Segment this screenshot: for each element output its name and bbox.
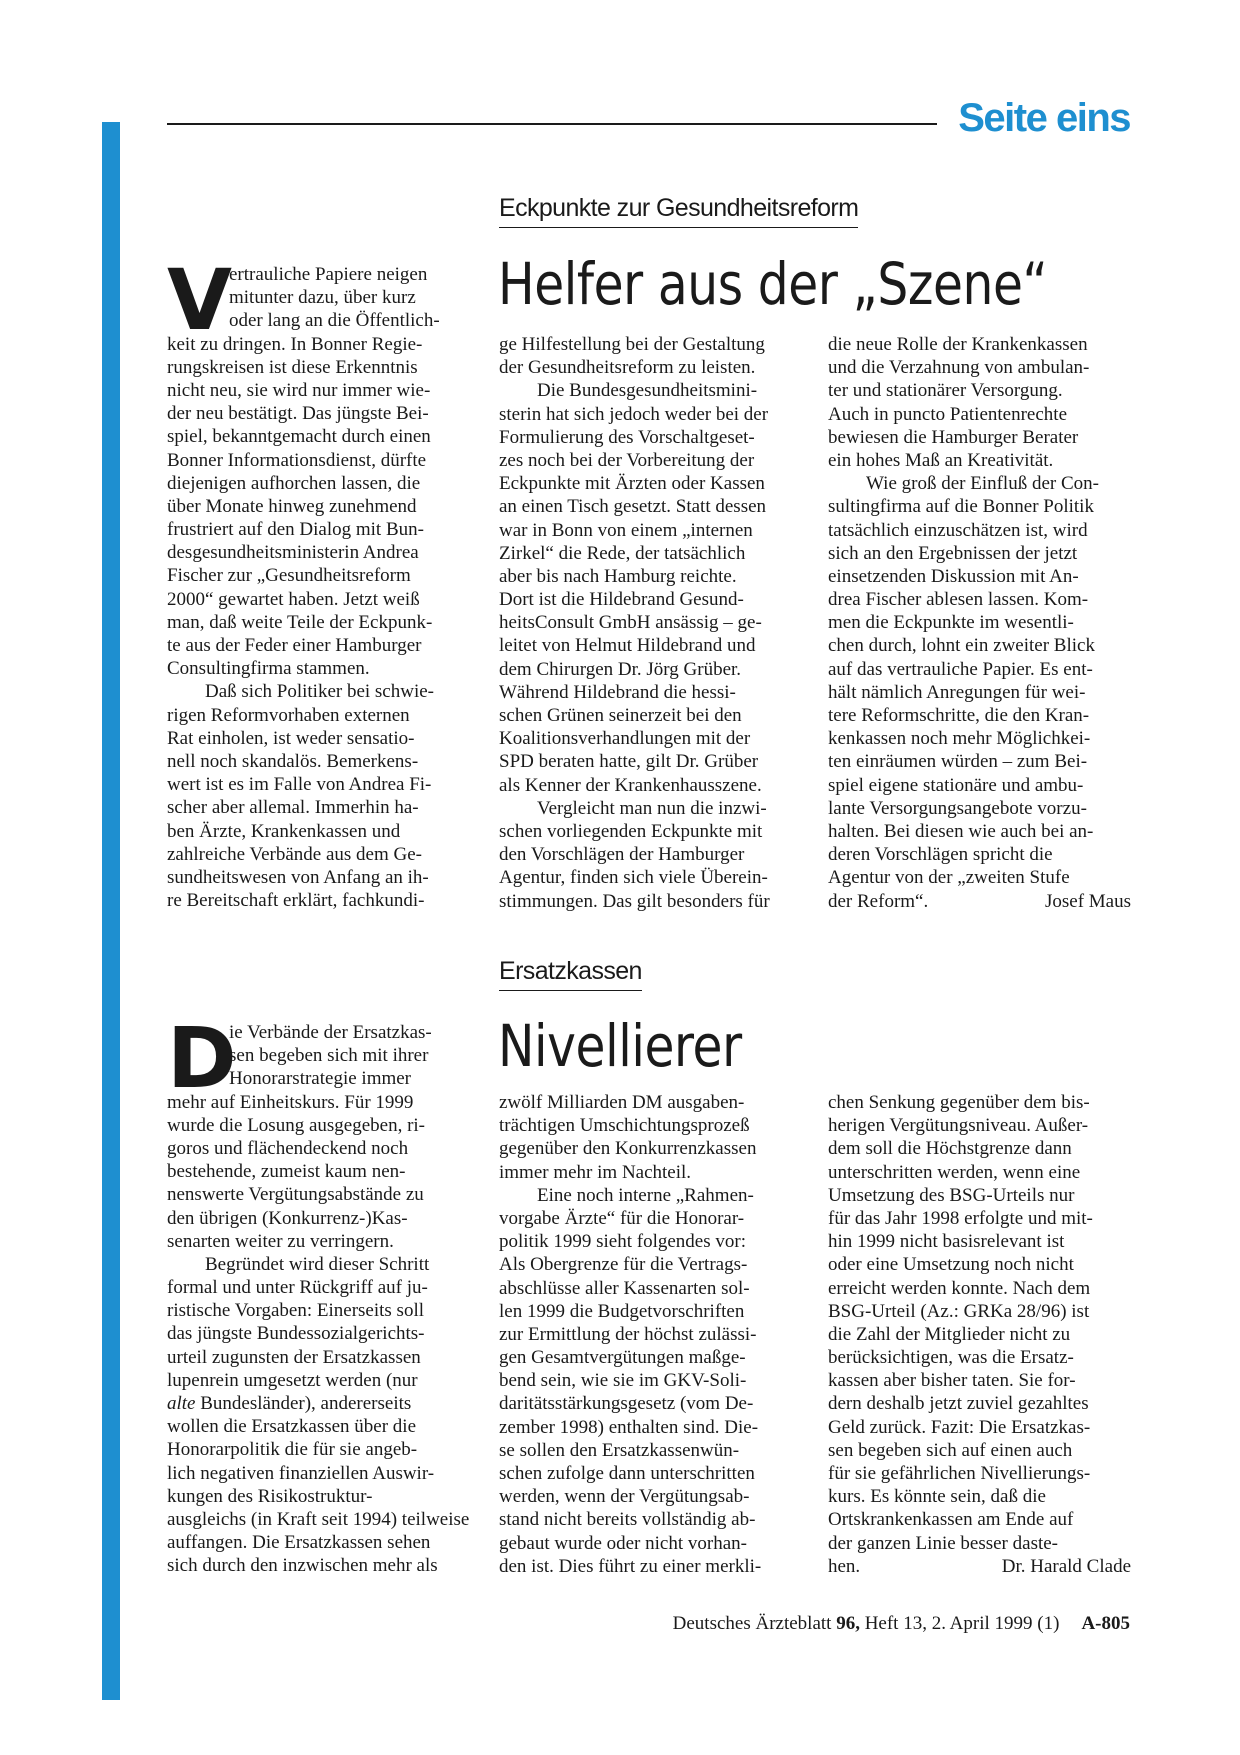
text-line: kurs. Es könnte sein, daß die (828, 1486, 1046, 1508)
text-line: daritätsstärkungsgesetz (vom De- (499, 1393, 754, 1415)
text-line: bend sein, wie sie im GKV-Soli- (499, 1370, 747, 1392)
text-line: sultingfirma auf die Bonner Politik (828, 496, 1094, 518)
text-line: gen Gesamtvergütungen maßge- (499, 1347, 746, 1369)
text-line: sen begeben sich auf einen auch (828, 1439, 1073, 1461)
text-line: für das Jahr 1998 erfolgte und mit- (828, 1207, 1093, 1229)
signature-line (828, 890, 1131, 913)
text-line: hält nämlich Anregungen für wei- (828, 681, 1086, 703)
text-line: halten. Bei diesen wie auch bei an- (828, 820, 1094, 842)
journal-volume: 96, (836, 1613, 860, 1634)
text-line: die neue Rolle der Krankenkassen (828, 334, 1088, 355)
text-line: abschlüsse aller Kassenarten sol- (499, 1277, 750, 1299)
text-line: der Gesundheitsreform zu leisten. (499, 357, 756, 379)
text-line: frustriert auf den Dialog mit Bun- (167, 519, 424, 541)
text-line: Umsetzung des BSG-Urteils nur (828, 1184, 1075, 1206)
text-line: Dort ist die Hildebrand Gesund- (499, 589, 744, 611)
text-line: sich durch den inzwischen mehr als (167, 1555, 438, 1577)
text-line: schen vorliegenden Eckpunkte mit (499, 820, 763, 842)
text-line: ein hohes Maß an Kreativität. (828, 449, 1054, 471)
article-1-kicker: Eckpunkte zur Gesundheitsreform (499, 194, 858, 228)
text-line: berücksichtigen, was die Ersatz- (828, 1347, 1074, 1369)
header-rule (167, 123, 937, 125)
page-number: A-805 (1081, 1613, 1130, 1634)
section-title: Seite eins (958, 96, 1130, 140)
text-line: leitet von Helmut Hildebrand und (499, 635, 756, 657)
emphasis-text: alte (167, 1393, 196, 1414)
text-line: immer mehr im Nachteil. (499, 1161, 692, 1183)
text-line: SPD beraten hatte, gilt Dr. Grüber (499, 751, 759, 773)
text-line: bewiesen die Hamburger Berater (828, 426, 1079, 448)
text-line: gebaut wurde oder nicht vorhan- (499, 1532, 747, 1554)
text-line: scher aber allemal. Immerhin ha- (167, 797, 419, 819)
text-line: bestehende, zumeist kaum nen- (167, 1161, 406, 1183)
text-line: men die Eckpunkte im wesentli- (828, 612, 1074, 634)
text-line: BSG-Urteil (Az.: GRKa 28/96) ist (828, 1300, 1090, 1322)
text-line: Koalitionsverhandlungen mit der (499, 728, 751, 750)
text-line: trächtigen Umschichtungsprozeß (499, 1115, 750, 1137)
side-accent-bar (102, 122, 120, 1700)
text-line: nicht neu, sie wird nur immer wie- (167, 379, 431, 401)
text-line: spiel, bekanntgemacht durch einen (167, 426, 431, 448)
text-line: Die Bundesgesundheitsmini- (537, 380, 758, 402)
issue-info: Heft 13, 2. April 1999 (1) (864, 1613, 1060, 1634)
article-1-column-1 (167, 251, 470, 912)
text-line: rigen Reformvorhaben externen (167, 704, 410, 726)
text-line: Daß sich Politiker bei schwie- (205, 681, 435, 703)
article-2-column-2 (499, 1091, 802, 1578)
article-2-column-1 (167, 1009, 470, 1578)
text-line: stand nicht bereits vollständig ab- (499, 1509, 756, 1531)
text-line: schen zufolge dann unterschritten (499, 1463, 755, 1484)
text-line: ten einräumen würden – zum Bei- (828, 751, 1088, 773)
text-line: ristische Vorgaben: Einerseits soll (167, 1300, 425, 1322)
text-line: den Vorschlägen der Hamburger (499, 844, 745, 866)
text-line: sundheitswesen von Anfang an ih- (167, 866, 429, 888)
article-1-column-3 (828, 333, 1131, 913)
signature-line (828, 1555, 1131, 1578)
text-line: alte Bundesländer), andererseits (167, 1393, 412, 1414)
text-line: über Monate hinweg zunehmend (167, 495, 417, 517)
text-line: wurde die Losung ausgegeben, ri- (167, 1114, 426, 1136)
article-2-headline: Nivellierer (498, 1012, 742, 1080)
text-line: schen Grünen seinerzeit bei den (499, 705, 742, 726)
closing-text: der Reform“. (828, 890, 929, 912)
text-line: den übrigen (Konkurrenz-)Kas- (167, 1207, 408, 1229)
text-line: senarten weiter zu verringern. (167, 1230, 394, 1252)
text-line: das jüngste Bundessozialgerichts- (167, 1323, 425, 1345)
text-line: nell noch skandalös. Bemerkens- (167, 750, 419, 772)
text-line: ter und stationärer Versorgung. (828, 380, 1063, 402)
text-line: auffangen. Die Ersatzkassen sehen (167, 1532, 431, 1554)
text-line: man, daß weite Teile der Eckpunk- (167, 611, 433, 633)
text-line: ben Ärzte, Krankenkassen und (167, 820, 401, 842)
article-1-headline: Helfer aus der „Szene“ (498, 250, 1048, 318)
text-line: Begründet wird dieser Schritt (205, 1253, 430, 1275)
author-byline: Dr. Harald Clade (1001, 1555, 1131, 1577)
text-line: se sollen den Ersatzkassenwün- (499, 1439, 740, 1461)
text-line: len 1999 die Budgetvorschriften (499, 1300, 745, 1322)
text-line: werden, wenn der Vergütungsab- (499, 1486, 750, 1508)
text-line: erreicht werden konnte. Nach dem (828, 1277, 1091, 1299)
text-line: Wie groß der Einfluß der Con- (866, 473, 1099, 495)
text-line: ge Hilfestellung bei der Gestaltung (499, 334, 765, 355)
article-2-column-3 (828, 1091, 1131, 1578)
text-line: Zirkel“ die Rede, der tatsächlich (499, 542, 746, 564)
article-2-kicker: Ersatzkassen (499, 957, 642, 991)
page-footer (673, 1613, 1130, 1635)
text-line: lupenrein umgesetzt werden (nur (167, 1369, 418, 1391)
text-line: keit zu dringen. In Bonner Regie- (167, 333, 423, 355)
text-line: Agentur von der „zweiten Stufe (828, 867, 1070, 889)
text-line: Formulierung des Vorschaltgeset- (499, 426, 755, 448)
text-line: Honorarpolitik die für sie angeb- (167, 1439, 418, 1461)
text-line: heitsConsult GmbH ansässig – ge- (499, 612, 762, 634)
text-line: Agentur, finden sich viele Überein- (499, 867, 768, 889)
text-line: zember 1998) enthalten sind. Die- (499, 1416, 759, 1438)
text-line: der ganzen Linie besser daste- (828, 1532, 1059, 1554)
text-line: wollen die Ersatzkassen über die (167, 1416, 417, 1438)
text-line: Honorarstrategie immer (229, 1068, 412, 1090)
text-line: Als Obergrenze für die Vertrags- (499, 1254, 748, 1276)
text-line: an einen Tisch gesetzt. Statt dessen (499, 496, 767, 518)
closing-text: hen. (828, 1555, 861, 1577)
journal-name: Deutsches Ärzteblatt (672, 1613, 832, 1634)
text-line: Fischer zur „Gesundheitsreform (167, 565, 411, 587)
text-line: kassen aber bisher taten. Sie for- (828, 1370, 1076, 1392)
text-line: zahlreiche Verbände aus dem Ge- (167, 843, 422, 865)
text-line: tatsächlich einzuschätzen ist, wird (828, 519, 1088, 541)
text-line: dern deshalb jetzt zuviel gezahltes (828, 1393, 1089, 1415)
text-line: als Kenner der Krankenhausszene. (499, 774, 762, 796)
text-line: Eine noch interne „Rahmen- (537, 1184, 754, 1206)
text-line: Consultingfirma stammen. (167, 658, 370, 680)
text-line: herigen Vergütungsniveau. Außer- (828, 1115, 1089, 1137)
text-line: den ist. Dies führt zu einer merkli- (499, 1555, 762, 1577)
text-line: gegenüber den Konkurrenzkassen (499, 1138, 757, 1160)
text-line: unterschritten werden, wenn eine (828, 1161, 1081, 1183)
text-line: sen begeben sich mit ihrer (229, 1045, 429, 1067)
text-line: Während Hildebrand die hessi- (499, 681, 736, 703)
text-line: spiel eigene stationäre und ambu- (828, 774, 1084, 796)
text-line: lante Versorgungsangebote vorzu- (828, 797, 1087, 819)
text-line: auf das vertrauliche Papier. Es ent- (828, 658, 1093, 680)
text-line: rungskreisen ist diese Erkenntnis (167, 356, 418, 378)
text-line: tere Reformschritte, die den Kran- (828, 705, 1090, 726)
text-line: chen Senkung gegenüber dem bis- (828, 1092, 1090, 1113)
text-line: Geld zurück. Fazit: Die Ersatzkas- (828, 1416, 1091, 1438)
text-line: 2000“ gewartet haben. Jetzt weiß (167, 588, 420, 610)
text-line: Rat einholen, ist weder sensatio- (167, 727, 415, 749)
text-line: mitunter dazu, über kurz (229, 287, 416, 309)
text-line: drea Fischer ablesen lassen. Kom- (828, 589, 1089, 611)
text-line: dem soll die Höchstgrenze dann (828, 1138, 1072, 1160)
author-byline: Josef Maus (1044, 890, 1131, 912)
text-line: politik 1999 sieht folgendes vor: (499, 1231, 746, 1253)
text-line: sich an den Ergebnissen der jetzt (828, 542, 1078, 564)
text-line: dem Chirurgen Dr. Jörg Grüber. (499, 658, 742, 680)
text-line: war in Bonn von einem „internen (499, 519, 753, 541)
text-line: Bonner Informationsdienst, dürfte (167, 449, 427, 471)
text-line: wert ist es im Falle von Andrea Fi- (167, 774, 432, 796)
text-line: Ortskrankenkassen am Ende auf (828, 1509, 1074, 1531)
text-line: Vergleicht man nun die inzwi- (537, 797, 767, 819)
text-line: vorgabe Ärzte“ für die Honorar- (499, 1207, 745, 1229)
article-2-dropcap: D (167, 1009, 237, 1107)
text-line: deren Vorschlägen spricht die (828, 844, 1053, 866)
text-line: chen durch, lohnt ein zweiter Blick (828, 635, 1095, 657)
text-line: te aus der Feder einer Hamburger (167, 635, 422, 656)
text-line: aber bis nach Hamburg reichte. (499, 565, 737, 587)
text-line: mehr auf Einheitskurs. Für 1999 (167, 1091, 414, 1113)
text-line: re Bereitschaft erklärt, fachkundi- (167, 890, 425, 912)
text-line: hin 1999 nicht basisrelevant ist (828, 1231, 1065, 1253)
text-line: stimmungen. Das gilt besonders für (499, 890, 770, 912)
text-line: ertrauliche Papiere neigen (229, 264, 428, 285)
text-line: diejenigen aufhorchen lassen, die (167, 472, 421, 494)
text-line: kungen des Risikostruktur- (167, 1485, 373, 1507)
text-line: sterin hat sich jedoch weder bei der (499, 403, 769, 425)
text-line: ausgleichs (in Kraft seit 1994) teilweise (167, 1508, 470, 1530)
text-line: nenswerte Vergütungsabstände zu (167, 1184, 424, 1206)
text-line: die Zahl der Mitglieder nicht zu (828, 1323, 1071, 1345)
article-1-column-2 (499, 333, 802, 913)
text-line: der neu bestätigt. Das jüngste Bei- (167, 403, 429, 425)
text-line: Auch in puncto Patientenrechte (828, 403, 1068, 425)
text-line: goros und flächendeckend noch (167, 1137, 409, 1159)
text-line: für sie gefährlichen Nivellierungs- (828, 1463, 1091, 1484)
text-line: zwölf Milliarden DM ausgaben- (499, 1092, 745, 1113)
text-line: zes noch bei der Vorbereitung der (499, 449, 755, 471)
article-1-dropcap: V (167, 251, 233, 349)
text-line: urteil zugunsten der Ersatzkassen (167, 1346, 421, 1368)
text-line: Eckpunkte mit Ärzten oder Kassen (499, 473, 765, 495)
text-line: ie Verbände der Ersatzkas- (229, 1022, 432, 1043)
text-line: und die Verzahnung von ambulan- (828, 357, 1090, 379)
text-line: desgesundheitsministerin Andrea (167, 542, 419, 564)
text-line: kenkassen noch mehr Möglichkei- (828, 728, 1091, 750)
text-line: einsetzenden Diskussion mit An- (828, 565, 1079, 587)
text-line: zur Ermittlung der höchst zulässi- (499, 1323, 757, 1345)
text-line: oder lang an die Öffentlich- (229, 310, 440, 332)
text-line: lich negativen finanziellen Auswir- (167, 1462, 435, 1484)
text-line: formal und unter Rückgriff auf ju- (167, 1277, 428, 1299)
text-line: oder eine Umsetzung noch nicht (828, 1254, 1074, 1276)
